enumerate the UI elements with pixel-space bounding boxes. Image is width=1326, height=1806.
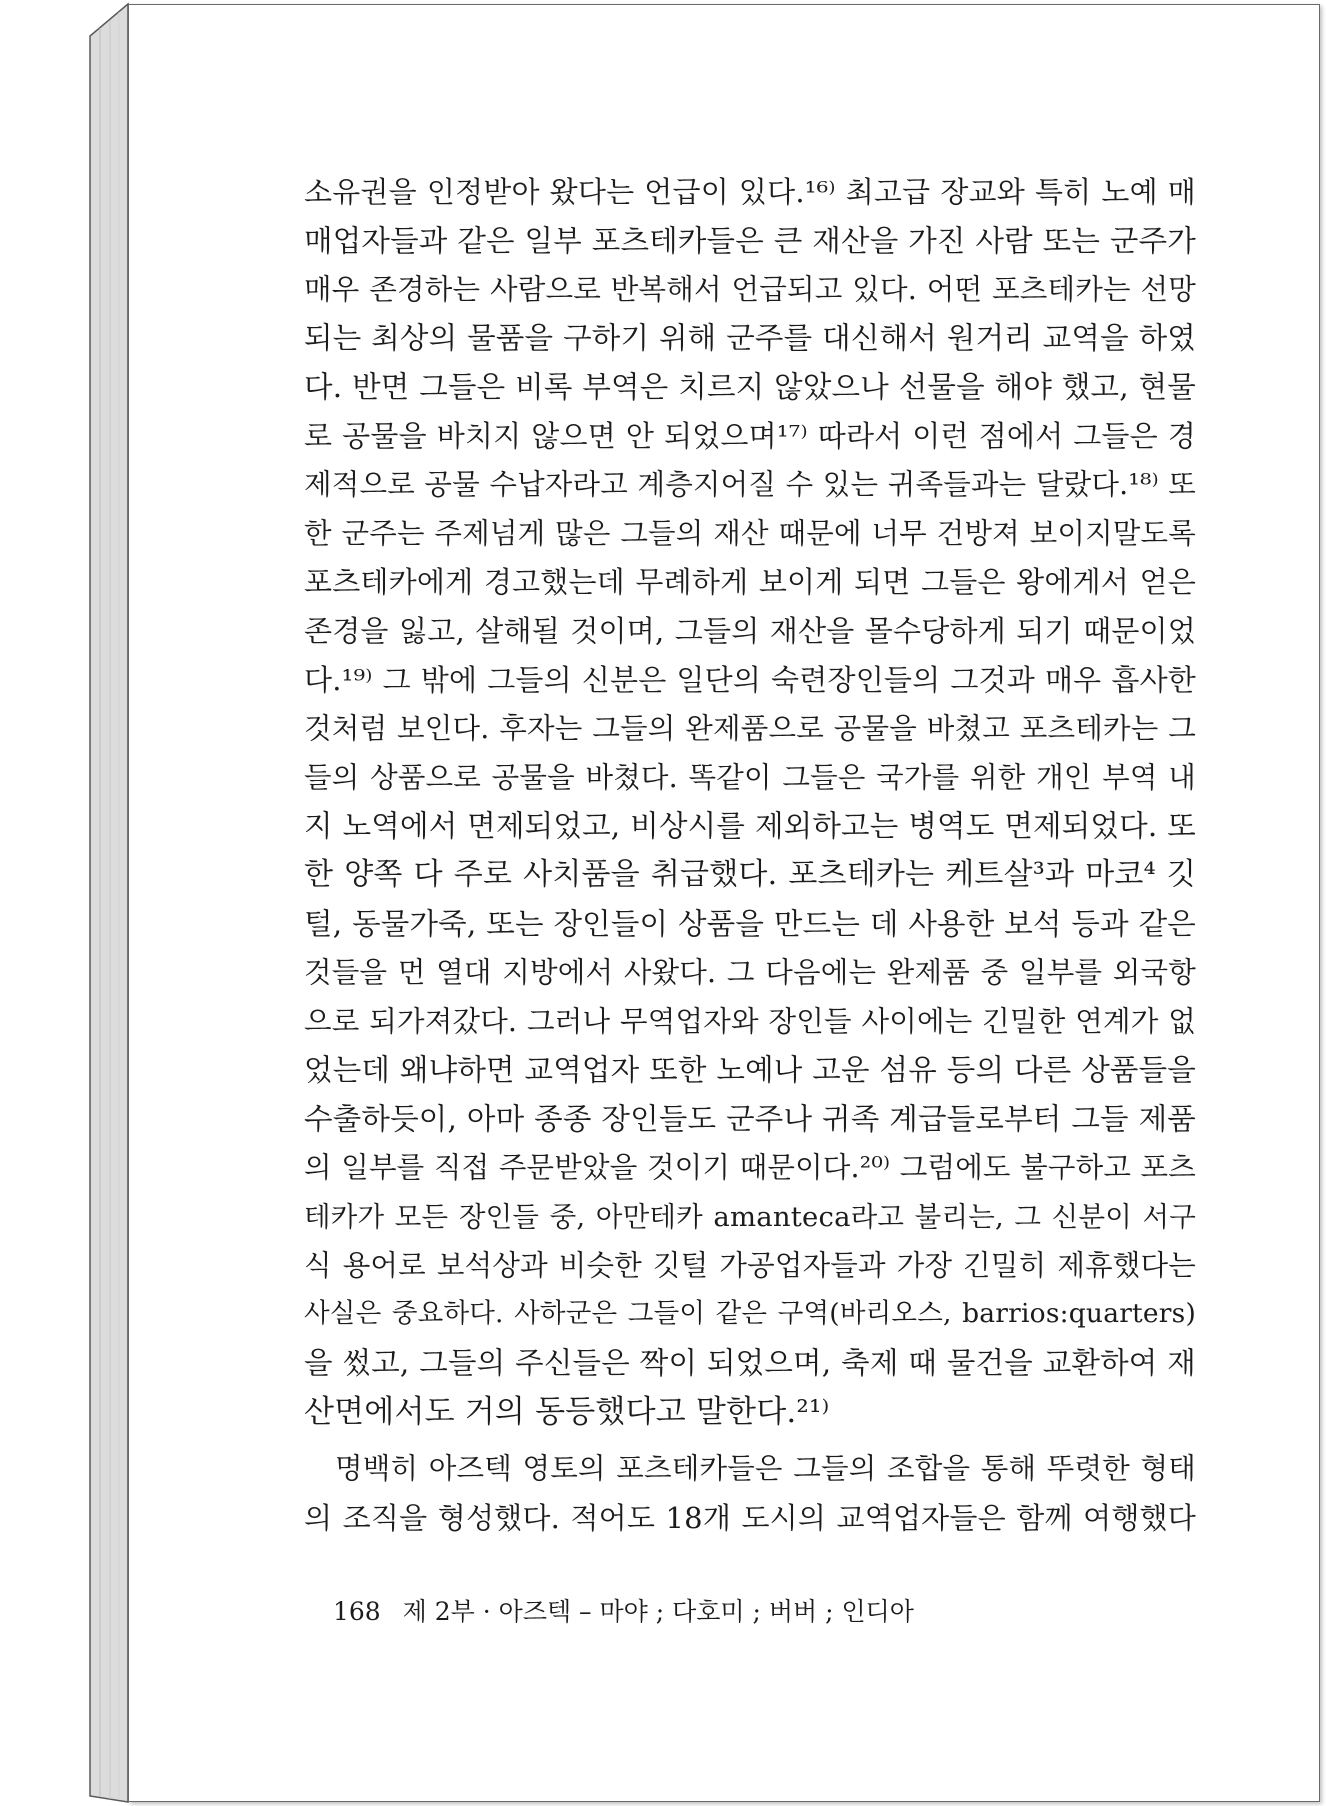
text-line: 의 일부를 직접 주문받았을 것이기 때문이다.²⁰⁾ 그럼에도 불구하고 포츠 <box>304 1150 1196 1184</box>
text-line: 수출하듯이, 아마 종종 장인들도 군주나 귀족 계급들로부터 그들 제품 <box>304 1102 1196 1137</box>
text-line: 들의 상품으로 공물을 바쳤다. 똑같이 그들은 국가를 위한 개인 부역 내 <box>304 760 1196 794</box>
text-line: 명백히 아즈텍 영토의 포츠테카들은 그들의 조합을 통해 뚜렷한 형태 <box>335 1451 1196 1485</box>
text-line: 으로 되가져갔다. 그러나 무역업자와 장인들 사이에는 긴밀한 연계가 없 <box>304 1004 1196 1038</box>
text-line: 산면에서도 거의 동등했다고 말한다.²¹⁾ <box>304 1393 830 1430</box>
text-line: 포츠테카에게 경고했는데 무례하게 보이게 되면 그들은 왕에게서 얻은 <box>304 565 1196 600</box>
body-text <box>304 168 1196 1542</box>
text-line: 되는 최상의 물품을 구하기 위해 군주를 대신해서 원거리 교역을 하였 <box>304 321 1196 356</box>
paragraph-2 <box>304 1445 1196 1543</box>
text-line: 매업자들과 같은 일부 포츠테카들은 큰 재산을 가진 사람 또는 군주가 <box>304 223 1196 258</box>
text-line: 로 공물을 바치지 않으면 안 되었으며¹⁷⁾ 따라서 이런 점에서 그들은 경 <box>304 418 1196 453</box>
text-line: 테카가 모든 장인들 중, 아만테카 amanteca라고 불리는, 그 신분이 서구 <box>304 1200 1196 1233</box>
text-line: 한 군주는 주제넘게 많은 그들의 재산 때문에 너무 건방져 보이지말도록 <box>304 516 1196 550</box>
text-line: 것처럼 보인다. 후자는 그들의 완제품으로 공물을 바쳤고 포츠테카는 그 <box>304 711 1196 745</box>
text-line: 털, 동물가죽, 또는 장인들이 상품을 만드는 데 사용한 보석 등과 같은 <box>304 906 1196 941</box>
text-line: 식 용어로 보석상과 비슷한 깃털 가공업자들과 가장 긴밀히 제휴했다는 <box>304 1248 1196 1282</box>
text-line: 제적으로 공물 수납자라고 계층지어질 수 있는 귀족들과는 달랐다.¹⁸⁾ 또 <box>304 467 1196 501</box>
text-line: 의 조직을 형성했다. 적어도 18개 도시의 교역업자들은 함께 여행했다 <box>304 1500 1196 1535</box>
text-line: 었는데 왜냐하면 교역업자 또한 노예나 고운 섬유 등의 다른 상품들을 <box>304 1053 1196 1088</box>
page-number: 168 <box>333 1597 381 1626</box>
text-line: 사실은 중요하다. 사하군은 그들이 같은 구역(바리오스, barrios:quarters) <box>304 1298 1196 1330</box>
paragraph-gap <box>304 1437 1196 1445</box>
running-title: 제 2부 · 아즈텍 – 마야 ; 다호미 ; 버버 ; 인디아 <box>402 1597 914 1626</box>
text-line: 것들을 먼 열대 지방에서 사왔다. 그 다음에는 완제품 중 일부를 외국항 <box>304 955 1196 989</box>
text-line: 다. 반면 그들은 비록 부역은 치르지 않았으나 선물을 해야 했고, 현물 <box>304 370 1196 405</box>
text-line: 소유권을 인정받아 왔다는 언급이 있다.¹⁶⁾ 최고급 장교와 특히 노예 매 <box>304 175 1196 209</box>
text-line: 지 노역에서 면제되었고, 비상시를 제외하고는 병역도 면제되었다. 또 <box>304 809 1196 844</box>
text-line: 한 양쪽 다 주로 사치품을 취급했다. 포츠테카는 케트살³과 마코⁴ 깃 <box>304 857 1196 893</box>
text-line: 을 썼고, 그들의 주신들은 짝이 되었으며, 축제 때 물건을 교환하여 재 <box>304 1346 1196 1381</box>
paragraph-1 <box>304 168 1196 1437</box>
page-footer <box>333 1592 914 1628</box>
text-line: 존경을 잃고, 살해될 것이며, 그들의 재산을 몰수당하게 되기 때문이었 <box>304 614 1196 649</box>
text-line: 매우 존경하는 사람으로 반복해서 언급되고 있다. 어떤 포츠테카는 선망 <box>304 272 1196 306</box>
text-line: 다.¹⁹⁾ 그 밖에 그들의 신분은 일단의 숙련장인들의 그것과 매우 흡사한 <box>304 662 1196 697</box>
